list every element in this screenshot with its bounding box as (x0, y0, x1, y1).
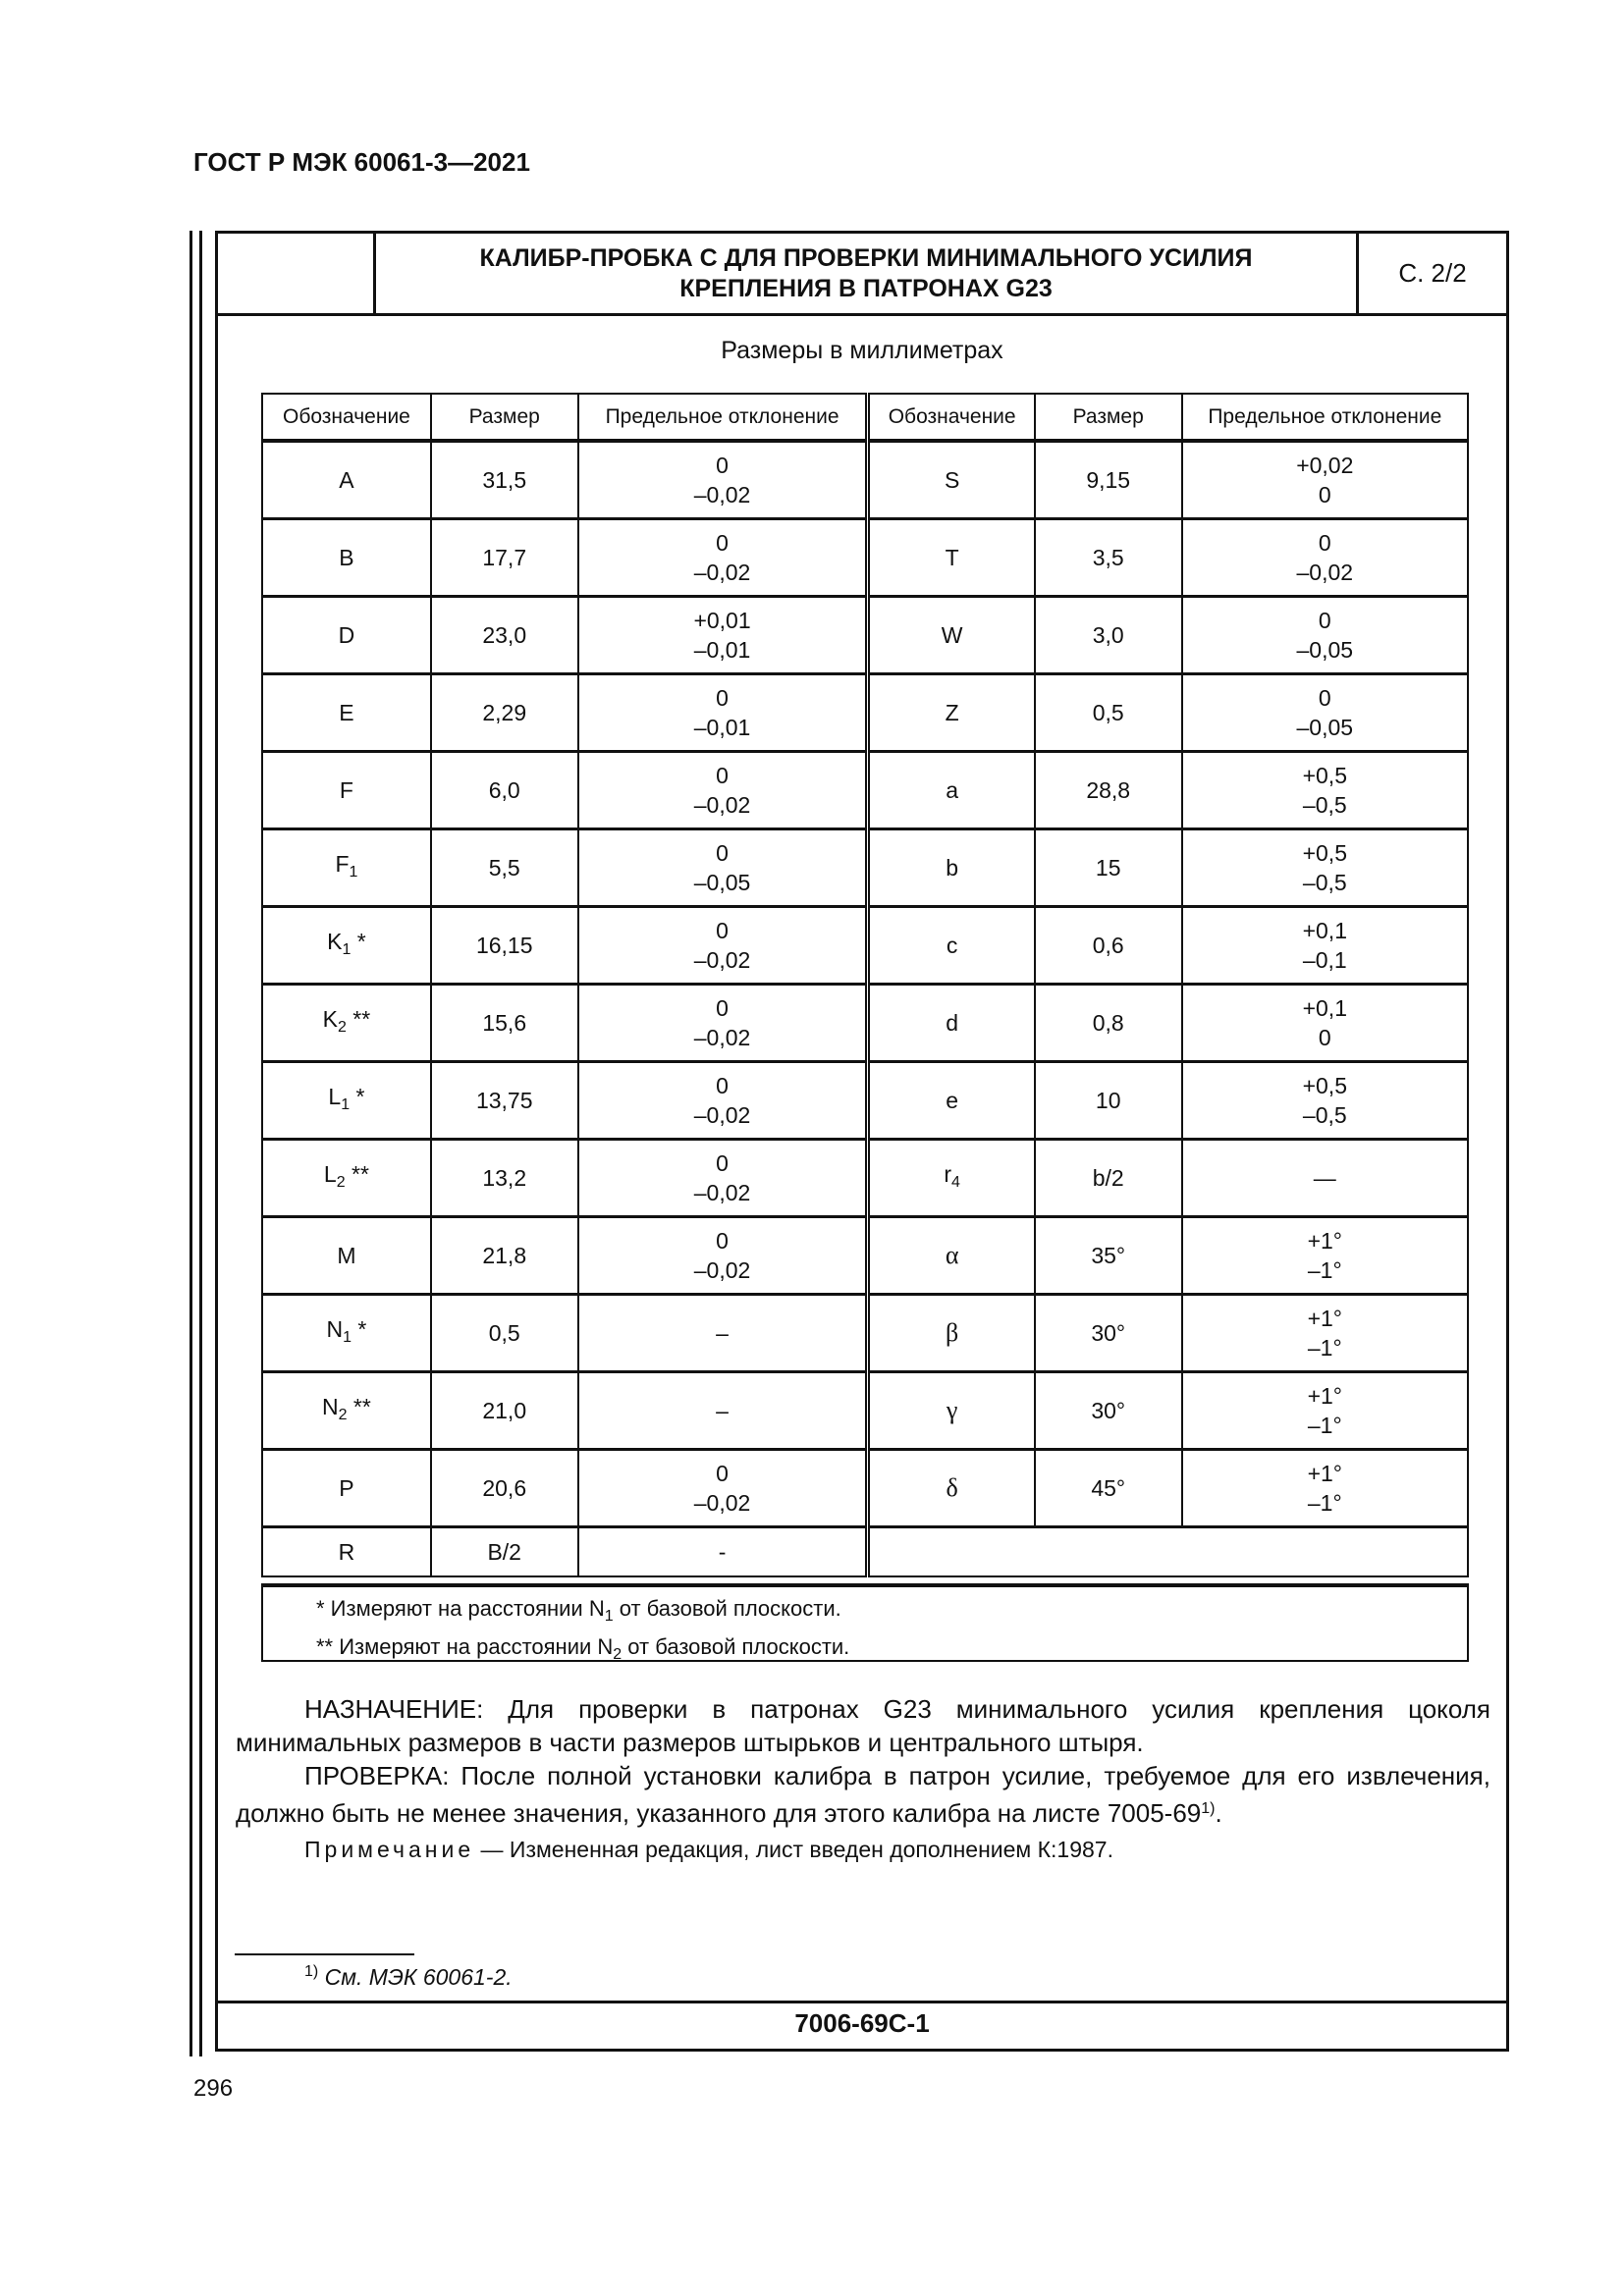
table-note-2: ** Измеряют на расстоянии $N_2$ от базовой плоскости. (316, 1634, 850, 1663)
col-header: Обозначение (262, 394, 431, 441)
tolerance-cell: 0 –0,02 (578, 519, 868, 597)
designation-cell: B (262, 519, 431, 597)
table-row (262, 1140, 1468, 1217)
size-cell: 15 (1035, 829, 1182, 907)
tolerance-cell: - (578, 1527, 868, 1577)
page-number: 296 (193, 2075, 234, 2102)
designation-cell: $L_2$ ** (262, 1140, 431, 1217)
table-row (262, 597, 1468, 674)
sheet-title-line2: КРЕПЛЕНИЯ В ПАТРОНАХ G23 (679, 274, 1053, 302)
size-cell: 35° (1035, 1217, 1182, 1295)
table-row (262, 519, 1468, 597)
designation-cell: E (262, 674, 431, 752)
table-row (262, 441, 1468, 519)
table-header-row (262, 394, 1468, 441)
designation-cell: a (868, 752, 1035, 829)
note-label: Примечание (304, 1837, 475, 1862)
size-cell: 0,5 (1035, 674, 1182, 752)
designation-cell: γ (868, 1372, 1035, 1450)
table-row (262, 1372, 1468, 1450)
size-cell: 15,6 (431, 985, 578, 1062)
footnote: $^{1)}$ См. МЭК 60061-2. (304, 1963, 513, 1990)
designation-cell: b (868, 829, 1035, 907)
designation-cell: $N_1$ * (262, 1295, 431, 1372)
units-caption: Размеры в миллиметрах (721, 337, 1003, 364)
sheet-number: С. 2/2 (1398, 258, 1467, 288)
size-cell: 2,29 (431, 674, 578, 752)
tolerance-cell: 0 –0,05 (1182, 597, 1468, 674)
col-header: Предельное отклонение (578, 394, 868, 441)
designation-cell: e (868, 1062, 1035, 1140)
tolerance-cell: 0 –0,02 (578, 985, 868, 1062)
tolerance-cell: +1° –1° (1182, 1372, 1468, 1450)
sheet-frame (215, 231, 1509, 2052)
tolerance-cell: — (1182, 1140, 1468, 1217)
designation-cell: A (262, 441, 431, 519)
designation-cell: α (868, 1217, 1035, 1295)
designation-cell: d (868, 985, 1035, 1062)
designation-cell: P (262, 1450, 431, 1527)
table-row (262, 674, 1468, 752)
bottom-rule (218, 2001, 1506, 2003)
designation-cell: M (262, 1217, 431, 1295)
size-cell: 0,8 (1035, 985, 1182, 1062)
size-cell: 10 (1035, 1062, 1182, 1140)
purpose-paragraph: НАЗНАЧЕНИЕ: Для проверки в патронах G23 минимального усилия крепления цоколя минимальных размеров в части размеров штырьков и центрального штыря. (236, 1694, 1490, 1757)
size-cell: 28,8 (1035, 752, 1182, 829)
table-row (262, 829, 1468, 907)
size-cell: 30° (1035, 1372, 1182, 1450)
table-row (262, 1450, 1468, 1527)
col-header: Размер (431, 394, 578, 441)
designation-cell: $N_2$ ** (262, 1372, 431, 1450)
tolerance-cell: +0,02 0 (1182, 441, 1468, 519)
sheet-title-line1: КАЛИБР-ПРОБКА С ДЛЯ ПРОВЕРКИ МИНИМАЛЬНОГО УСИЛИЯ (479, 243, 1253, 272)
size-cell: 6,0 (431, 752, 578, 829)
tolerance-cell: 0 –0,05 (1182, 674, 1468, 752)
size-cell: B/2 (431, 1527, 578, 1577)
tolerance-cell: – (578, 1295, 868, 1372)
table-row (262, 1295, 1468, 1372)
tolerance-cell: +0,5 –0,5 (1182, 752, 1468, 829)
empty-cell (868, 1527, 1468, 1577)
tolerance-cell: – (578, 1372, 868, 1450)
designation-cell: β (868, 1295, 1035, 1372)
table-row (262, 907, 1468, 985)
tolerance-cell: 0 –0,02 (578, 1450, 868, 1527)
table-row (262, 1062, 1468, 1140)
designation-cell: δ (868, 1450, 1035, 1527)
tolerance-cell: +1° –1° (1182, 1450, 1468, 1527)
designation-cell: $K_1$ * (262, 907, 431, 985)
tolerance-cell: 0 –0,02 (578, 752, 868, 829)
size-cell: 13,2 (431, 1140, 578, 1217)
table-notes (261, 1583, 1469, 1662)
designation-cell: $K_2$ ** (262, 985, 431, 1062)
size-cell: 30° (1035, 1295, 1182, 1372)
designation-cell: F (262, 752, 431, 829)
designation-cell: $F_1$ (262, 829, 431, 907)
tolerance-cell: +0,5 –0,5 (1182, 1062, 1468, 1140)
title-blank-cell (218, 234, 376, 313)
document-code: 7006-69С-1 (794, 2008, 930, 2038)
size-cell: 9,15 (1035, 441, 1182, 519)
check-paragraph: ПРОВЕРКА: После полной установки калибра в патрон усилие, требуемое для его извлечения, должно быть не менее значения, указанного для этого калибра на листе 7005-69$^{1)}$. (236, 1761, 1490, 1828)
designation-cell: Z (868, 674, 1035, 752)
size-cell: 0,5 (431, 1295, 578, 1372)
size-cell: 17,7 (431, 519, 578, 597)
tolerance-cell: 0 –0,02 (578, 1140, 868, 1217)
col-header: Обозначение (868, 394, 1035, 441)
designation-cell: $L_1$ * (262, 1062, 431, 1140)
size-cell: 3,0 (1035, 597, 1182, 674)
note-line: Примечание — Измененная редакция, лист введен дополнением К:1987. (304, 1837, 1113, 1862)
size-cell: b/2 (1035, 1140, 1182, 1217)
tolerance-cell: +1° –1° (1182, 1217, 1468, 1295)
tolerance-cell: +0,1 0 (1182, 985, 1468, 1062)
tolerance-cell: 0 –0,02 (578, 1062, 868, 1140)
designation-cell: $r_4$ (868, 1140, 1035, 1217)
size-cell: 16,15 (431, 907, 578, 985)
designation-cell: S (868, 441, 1035, 519)
size-cell: 5,5 (431, 829, 578, 907)
tolerance-cell: 0 –0,05 (578, 829, 868, 907)
sheet-title (376, 234, 1359, 313)
size-cell: 21,0 (431, 1372, 578, 1450)
standard-header: ГОСТ Р МЭК 60061-3—2021 (193, 147, 530, 177)
size-cell: 31,5 (431, 441, 578, 519)
binding-lines (189, 231, 203, 2056)
tolerance-cell: 0 –0,02 (578, 907, 868, 985)
footnote-separator (235, 1953, 414, 1955)
tolerance-cell: 0 –0,02 (1182, 519, 1468, 597)
size-cell: 21,8 (431, 1217, 578, 1295)
designation-cell: T (868, 519, 1035, 597)
col-header: Размер (1035, 394, 1182, 441)
table-note-1: * Измеряют на расстоянии $N_1$ от базовой плоскости. (316, 1596, 841, 1625)
size-cell: 0,6 (1035, 907, 1182, 985)
col-header: Предельное отклонение (1182, 394, 1468, 441)
size-cell: 3,5 (1035, 519, 1182, 597)
designation-cell: D (262, 597, 431, 674)
title-block (218, 234, 1506, 316)
designation-cell: R (262, 1527, 431, 1577)
size-cell: 13,75 (431, 1062, 578, 1140)
table-row (262, 752, 1468, 829)
tolerance-cell: 0 –0,02 (578, 441, 868, 519)
dimensions-table (261, 393, 1469, 1577)
designation-cell: c (868, 907, 1035, 985)
tolerance-cell: +0,1 –0,1 (1182, 907, 1468, 985)
size-cell: 20,6 (431, 1450, 578, 1527)
table-row (262, 1527, 1468, 1577)
tolerance-cell: +0,01 –0,01 (578, 597, 868, 674)
table-row (262, 1217, 1468, 1295)
tolerance-cell: +1° –1° (1182, 1295, 1468, 1372)
designation-cell: W (868, 597, 1035, 674)
table-row (262, 985, 1468, 1062)
size-cell: 45° (1035, 1450, 1182, 1527)
tolerance-cell: +0,5 –0,5 (1182, 829, 1468, 907)
tolerance-cell: 0 –0,02 (578, 1217, 868, 1295)
tolerance-cell: 0 –0,01 (578, 674, 868, 752)
size-cell: 23,0 (431, 597, 578, 674)
